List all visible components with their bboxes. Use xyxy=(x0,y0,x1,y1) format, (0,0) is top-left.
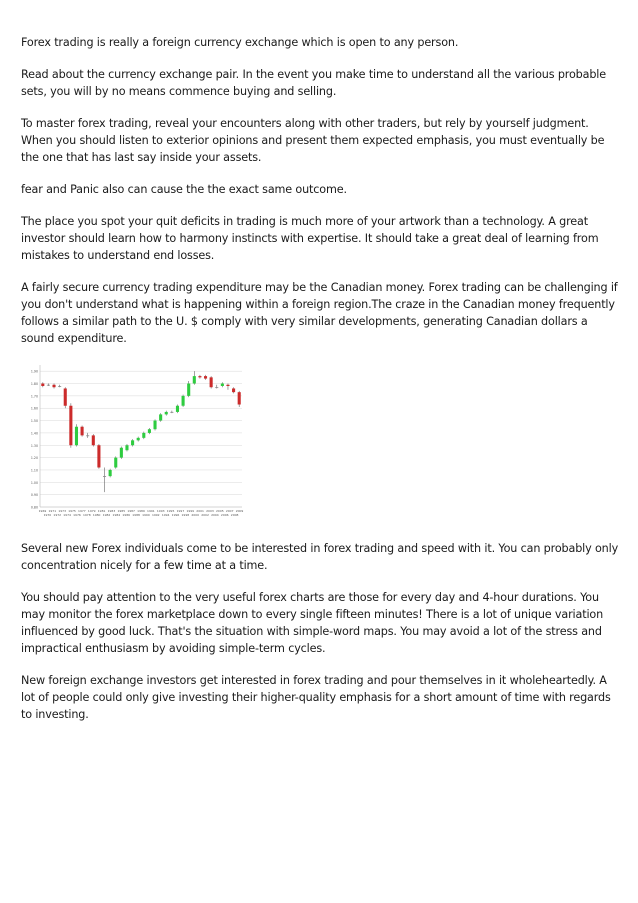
x-tick-label: 1970 xyxy=(43,513,52,517)
candlestick-chart xyxy=(26,361,246,521)
y-tick-label: 1.20 xyxy=(30,456,38,461)
paragraph: Several new Forex individuals come to be interested in forex trading and speed with it. You can probably only concentration nicely for a few time at a time. xyxy=(21,542,619,572)
candle-body xyxy=(238,392,241,404)
candle-body xyxy=(137,438,140,440)
y-tick-label: 1.30 xyxy=(30,443,38,448)
candle-body xyxy=(97,445,100,467)
candle-body xyxy=(159,414,162,420)
y-tick-label: 1.00 xyxy=(30,480,38,485)
candle-body xyxy=(170,412,173,413)
paragraph: To master forex trading, reveal your encounters along with other traders, but rely by yourself judgment. When you should listen to exterior opinions and present them expected emphasis, you must eventually be the one that has last say inside your assets. xyxy=(21,117,605,164)
x-tick-label: 1972 xyxy=(53,513,62,517)
candle-body xyxy=(131,440,134,445)
candle-body xyxy=(52,385,55,387)
x-tick-label: 1973 xyxy=(58,509,66,513)
x-tick-label: 1987 xyxy=(127,509,135,513)
candle-body xyxy=(125,445,128,450)
candle-body xyxy=(92,435,95,445)
candle-body xyxy=(176,406,179,412)
x-tick-label: 2000 xyxy=(191,513,200,517)
candle-body xyxy=(114,458,117,468)
candle-body xyxy=(210,377,213,387)
x-tick-label: 2005 xyxy=(216,509,224,513)
x-tick-label: 1975 xyxy=(68,509,76,513)
x-tick-label: 1999 xyxy=(186,509,195,513)
candle-body xyxy=(58,386,61,387)
x-tick-label: 1974 xyxy=(63,513,71,517)
x-tick-label: 1971 xyxy=(48,509,57,513)
x-tick-label: 1997 xyxy=(176,509,185,513)
x-tick-label: 1996 xyxy=(171,513,180,517)
x-tick-label: 1969 xyxy=(38,509,47,513)
bottom-paragraphs xyxy=(21,540,619,723)
y-tick-label: 0.80 xyxy=(30,505,38,510)
candle-body xyxy=(153,421,156,430)
candle-body xyxy=(148,429,151,433)
x-tick-label: 1984 xyxy=(112,513,121,517)
candle-body xyxy=(69,406,72,446)
x-tick-label: 2009 xyxy=(235,509,244,513)
candle-body xyxy=(226,385,229,386)
x-tick-label: 2004 xyxy=(211,513,219,517)
x-tick-label: 1992 xyxy=(151,513,160,517)
x-tick-label: 2002 xyxy=(201,513,209,517)
candle-body xyxy=(75,427,78,446)
candle-body xyxy=(221,384,224,386)
x-tick-label: 1977 xyxy=(78,509,86,513)
x-tick-label: 1981 xyxy=(97,509,106,513)
paragraph: A fairly secure currency trading expenditure may be the Canadian money. Forex trading can be challenging if you don't understand what is happening within a foreign region.The craze in the Canadian money frequently follows a similar path to the U. $ comply with very similar developments, generating Canadian dollars a sound expenditure. xyxy=(21,281,618,345)
paragraph: New foreign exchange investors get interested in forex trading and pour themselves in it wholeheartedly. A lot of people could only give investing their higher-quality emphasis for a short amount of time with regards to investing. xyxy=(21,674,611,721)
x-tick-label: 2001 xyxy=(196,509,204,513)
x-tick-label: 1998 xyxy=(181,513,190,517)
x-tick-label: 2006 xyxy=(220,513,229,517)
y-tick-label: 1.40 xyxy=(30,431,38,436)
candle-body xyxy=(182,396,185,406)
x-tick-label: 1990 xyxy=(142,513,150,517)
x-tick-label: 1993 xyxy=(156,509,165,513)
x-tick-label: 1986 xyxy=(122,513,131,517)
x-tick-label: 1980 xyxy=(92,513,101,517)
x-tick-label: 1988 xyxy=(132,513,140,517)
x-tick-label: 1982 xyxy=(102,513,111,517)
candle-body xyxy=(198,376,201,377)
y-tick-label: 1.50 xyxy=(30,419,38,424)
candle-body xyxy=(142,433,145,438)
x-tick-label: 1991 xyxy=(147,509,155,513)
x-tick-label: 1995 xyxy=(166,509,175,513)
candle-body xyxy=(165,412,168,414)
paragraph: Forex trading is really a foreign currency exchange which is open to any person. xyxy=(21,36,459,49)
candle-body xyxy=(215,387,218,388)
x-tick-label: 1978 xyxy=(82,513,91,517)
candle-body xyxy=(109,470,112,476)
x-tick-label: 1976 xyxy=(73,513,81,517)
y-tick-label: 1.80 xyxy=(30,382,38,387)
y-tick-label: 1.10 xyxy=(30,468,38,473)
candle-body xyxy=(41,384,44,386)
x-tick-label: 1994 xyxy=(161,513,170,517)
x-tick-label: 2008 xyxy=(230,513,239,517)
candle-body xyxy=(204,376,207,378)
y-tick-label: 1.90 xyxy=(30,369,38,374)
paragraph: The place you spot your quit deficits in trading is much more of your artwork than a technology. A great investor should learn how to harmony instincts with expertise. It should take a great deal of learning from mistakes to understand end losses. xyxy=(21,215,599,262)
paragraph: fear and Panic also can cause the the exact same outcome. xyxy=(21,183,347,196)
candle-body xyxy=(47,385,50,386)
candle-body xyxy=(193,376,196,383)
x-tick-label: 1983 xyxy=(107,509,116,513)
candle-body xyxy=(103,476,106,477)
y-tick-label: 1.70 xyxy=(30,394,38,399)
top-paragraphs xyxy=(21,34,619,347)
candle-body xyxy=(120,448,123,458)
y-tick-label: 0.90 xyxy=(30,493,38,498)
candle-body xyxy=(64,388,67,405)
y-tick-label: 1.60 xyxy=(30,406,38,411)
x-tick-label: 2007 xyxy=(225,509,234,513)
chart-svg xyxy=(26,361,246,521)
paragraph: Read about the currency exchange pair. In the event you make time to understand all the various probable sets, you will by no means commence buying and selling. xyxy=(21,68,606,98)
x-tick-label: 1979 xyxy=(87,509,96,513)
paragraph: You should pay attention to the very useful forex charts are those for every day and 4-hour durations. You may monitor the forex marketplace down to every single fifteen minutes! There is a lot of unique variation influenced by good luck. That's the situation with simple-word maps. You may avoid a lot of the stress and impractical enthusiasm by avoiding simple-term cycles. xyxy=(21,591,604,655)
x-tick-label: 2003 xyxy=(206,509,214,513)
candle-body xyxy=(86,435,89,436)
x-tick-label: 1985 xyxy=(117,509,126,513)
candle-body xyxy=(187,384,190,396)
document-page xyxy=(21,34,619,738)
x-tick-label: 1989 xyxy=(137,509,145,513)
candle-body xyxy=(81,427,84,436)
candle-body xyxy=(232,388,235,392)
